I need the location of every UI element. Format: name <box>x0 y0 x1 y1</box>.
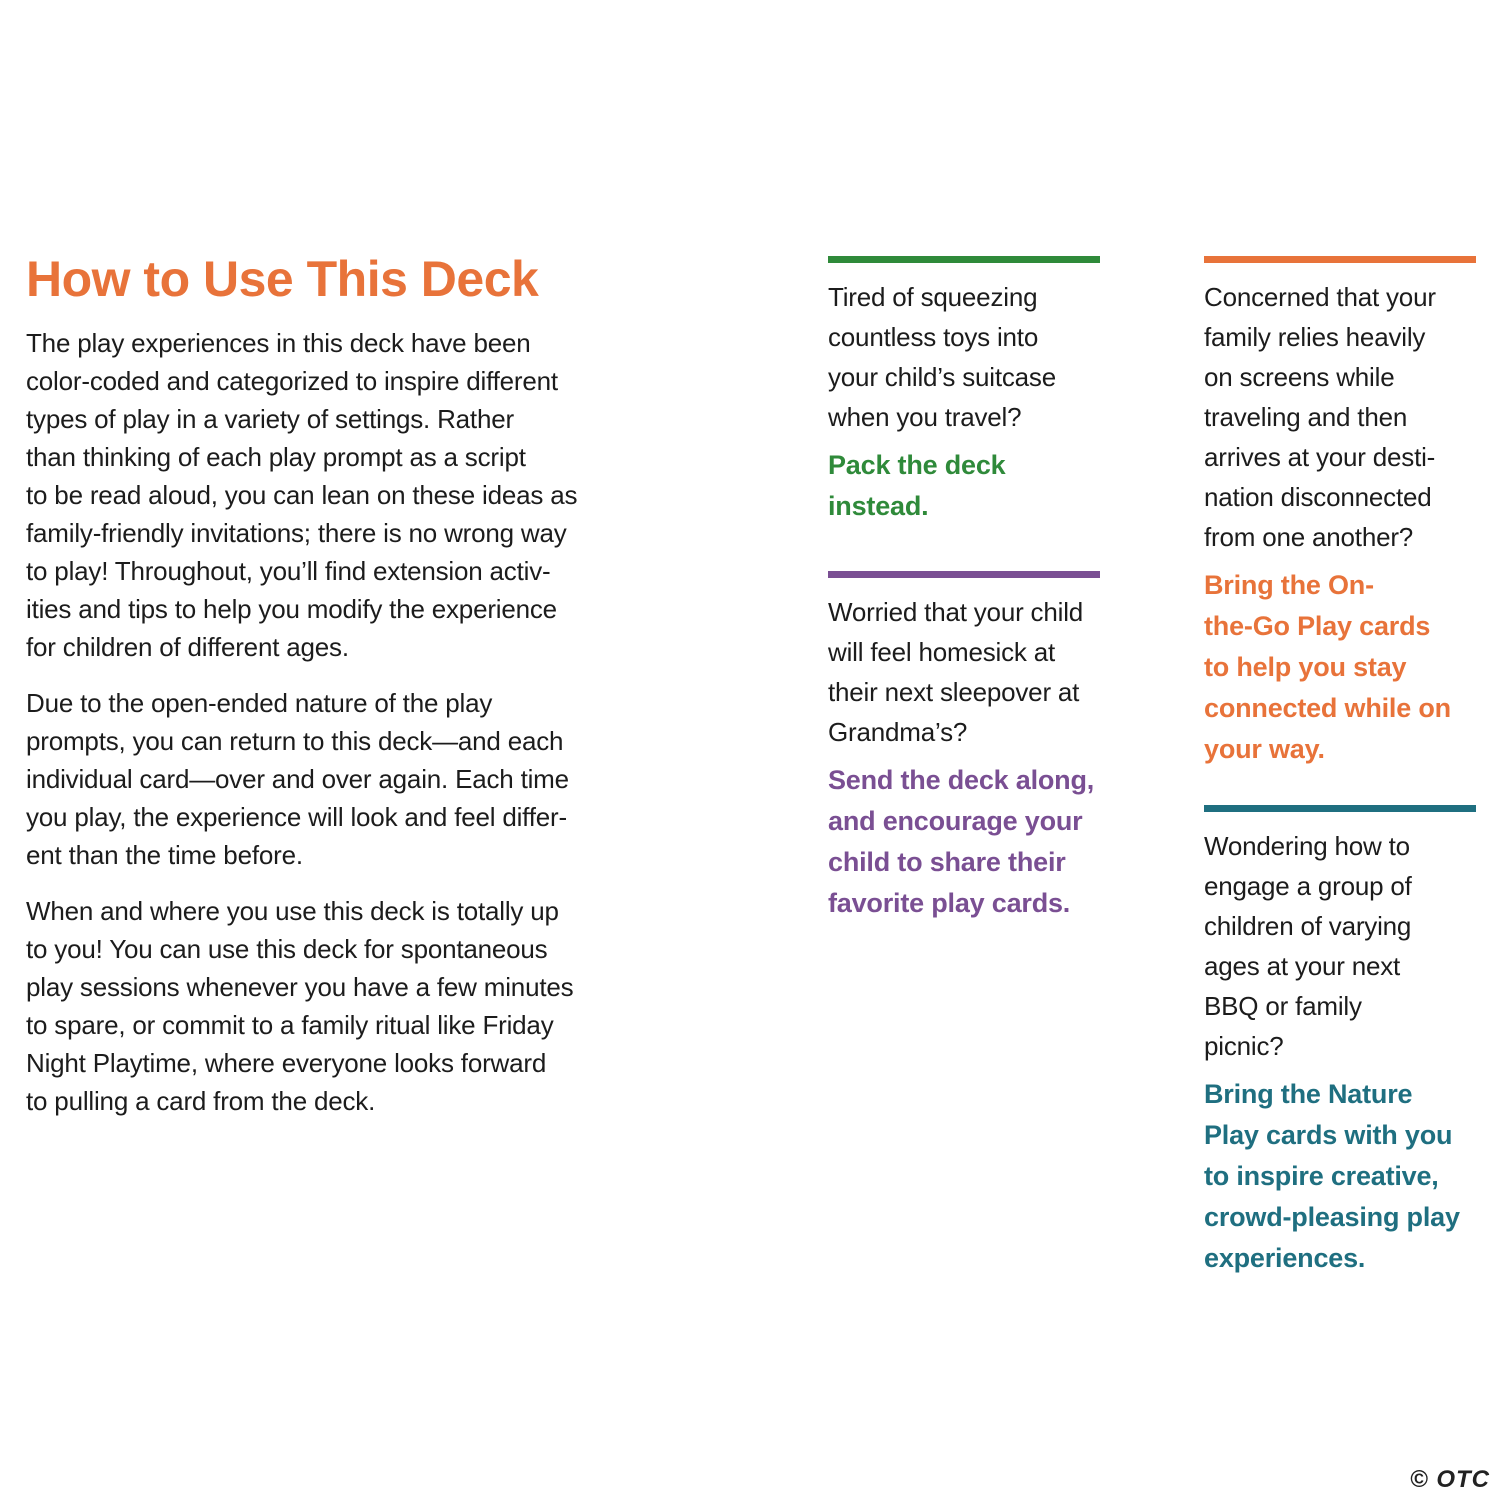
intro-paragraph-2: Due to the open-ended nature of the play prompts, you can return to this deck—and each individual card—over and over again. Each time you play, the experience will look and feel differ- ent than the time before. <box>26 688 569 870</box>
card-sleepover <box>828 571 1100 924</box>
page-title: How to Use This Deck <box>26 251 539 307</box>
card-sleepover-divider <box>828 571 1100 578</box>
intro-section <box>26 248 636 1138</box>
card-nature-question: Wondering how to engage a group of children of varying ages at your next BBQ or family picnic? <box>1204 831 1412 1061</box>
card-travel-divider <box>828 256 1100 263</box>
card-on-the-go-question: Concerned that your family relies heavily on screens while traveling and then arrives at your desti- nation disconnected from one another? <box>1204 282 1436 552</box>
copyright-credit: © OTC <box>1409 1466 1490 1493</box>
intro-paragraph-1: The play experiences in this deck have been color-coded and categorized to inspire different types of play in a variety of settings. Rather than thinking of each play prompt as a script to be read aloud, you can lean on these ideas as family-friendly invitations; there is no wrong way to play! Throughout, you’ll find extension activ- ities and tips to help you modify the experience for children of different ages. <box>26 328 578 662</box>
card-nature-divider <box>1204 805 1476 812</box>
card-on-the-go-answer: Bring the On- the-Go Play cards to help you stay connected while on your way. <box>1204 570 1451 764</box>
card-travel <box>828 256 1100 527</box>
card-travel-answer: Pack the deck instead. <box>828 450 1006 521</box>
card-travel-question: Tired of squeezing countless toys into your child’s suitcase when you travel? <box>828 282 1056 432</box>
card-sleepover-question: Worried that your child will feel homesick at their next sleepover at Grandma’s? <box>828 597 1084 747</box>
card-nature <box>1204 805 1476 1279</box>
card-on-the-go-divider <box>1204 256 1476 263</box>
card-on-the-go <box>1204 256 1476 770</box>
intro-paragraph-3: When and where you use this deck is totally up to you! You can use this deck for spontaneous play sessions whenever you have a few minutes to spare, or commit to a family ritual like Friday Night Playtime, where everyone looks forward to pulling a card from the deck. <box>26 896 574 1116</box>
card-nature-answer: Bring the Nature Play cards with you to inspire creative, crowd-pleasing play experiences. <box>1204 1079 1460 1273</box>
card-sleepover-answer: Send the deck along, and encourage your child to share their favorite play cards. <box>828 765 1095 918</box>
